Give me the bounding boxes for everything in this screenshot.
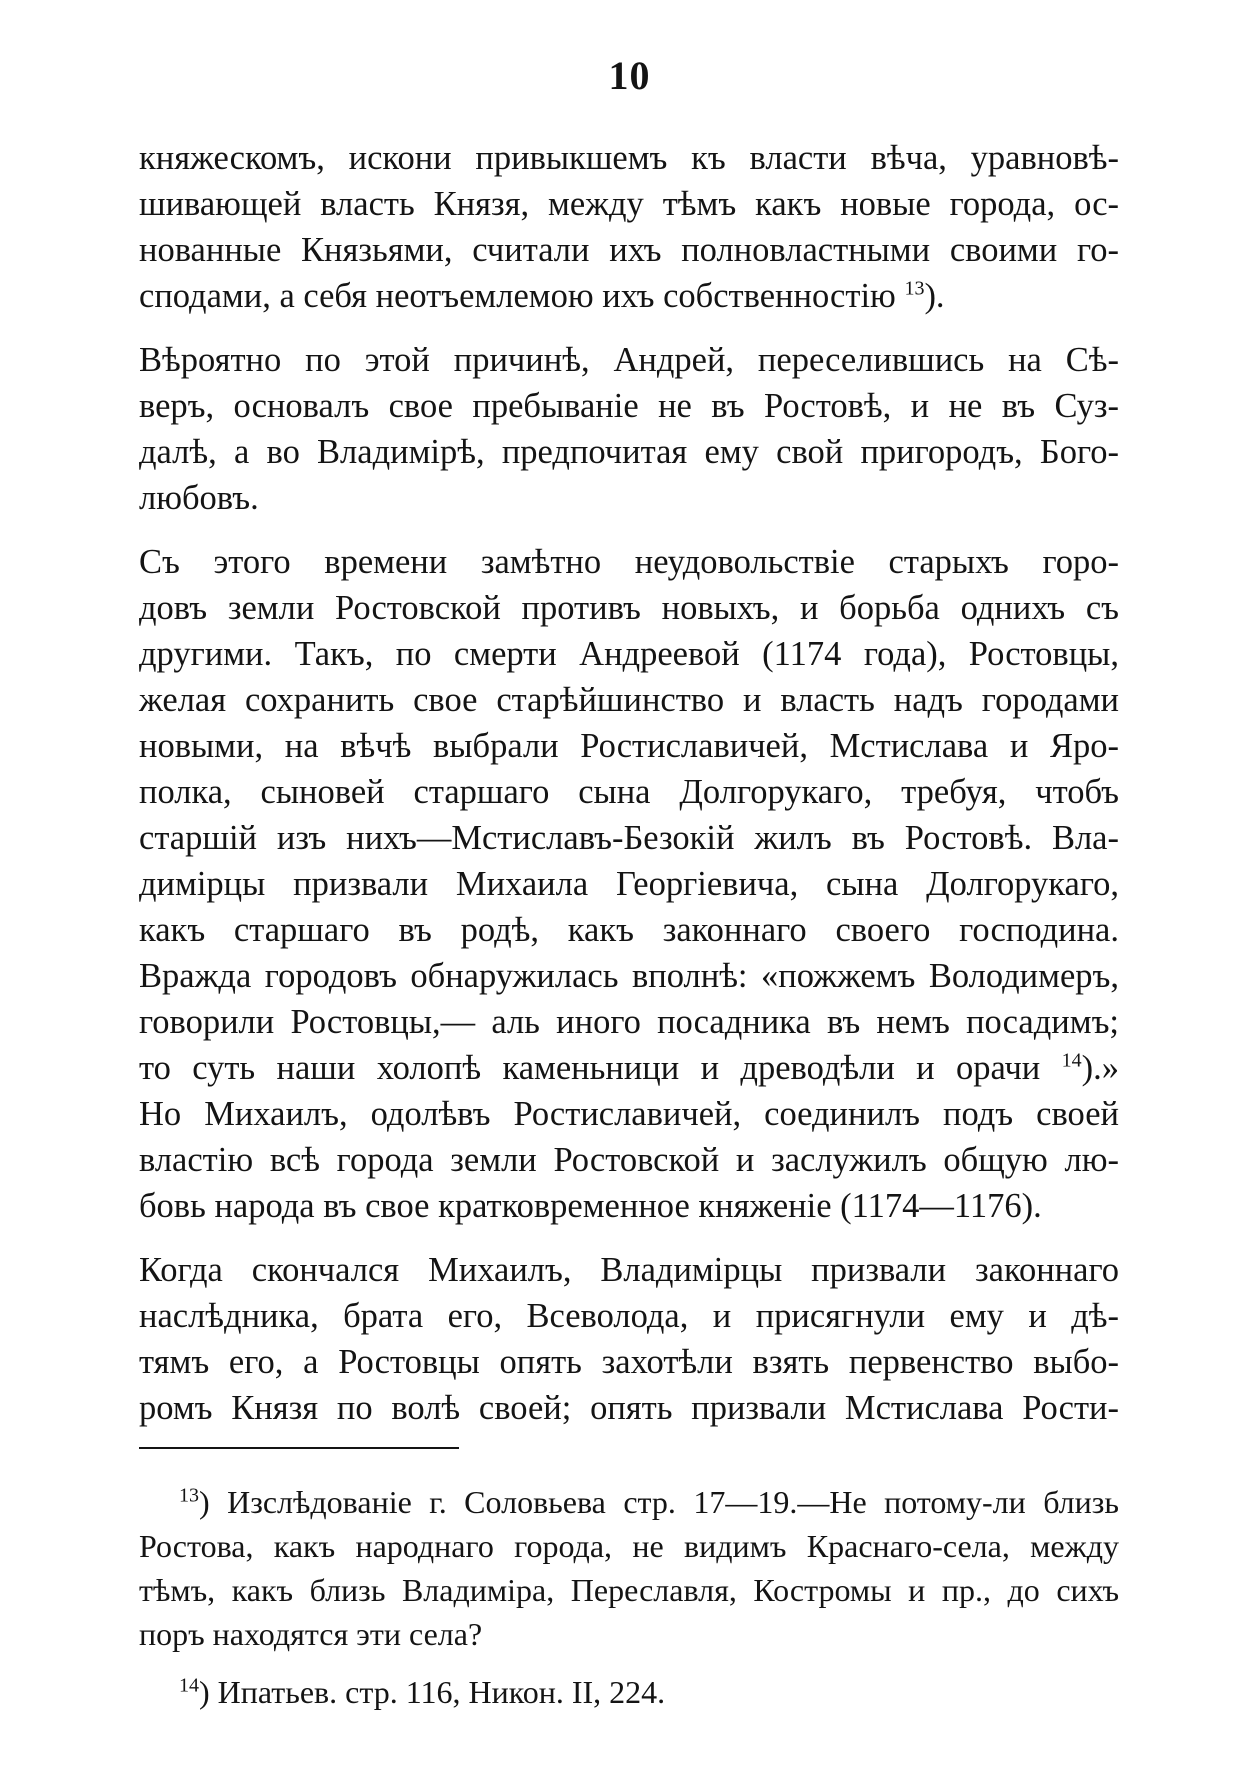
page-number: 10 (608, 53, 651, 98)
paragraph-2 (139, 337, 1119, 521)
text-line: веръ, основалъ свое пребываніе не въ Ростовѣ, и не въ Суз- (139, 387, 1119, 425)
text-segment: ) Ипатьев. стр. 116, Никон. II, 224. (199, 1674, 666, 1710)
text-line: новыми, на вѣчѣ выбрали Ростиславичей, Мстислава и Яро- (139, 727, 1119, 765)
text-line: нованные Князьями, считали ихъ полновластными своими го- (139, 231, 1119, 269)
footnote-ref-14[interactable]: 14 (1061, 1049, 1082, 1072)
text-line: какъ старшаго въ родѣ, какъ законнаго своего господина. (139, 911, 1119, 949)
text-line: властію всѣ города земли Ростовской и заслужилъ общую лю- (139, 1141, 1119, 1179)
paragraph-1 (139, 135, 1119, 319)
text-line: княжескомъ, искони привыкшемъ къ власти вѣча, уравновѣ- (139, 139, 1119, 177)
text-line: довъ земли Ростовской противъ новыхъ, и борьба однихъ съ (139, 589, 1119, 627)
text-line: Съ этого времени замѣтно неудовольствіе старыхъ горо- (139, 543, 1119, 581)
text-segment: ).» (1081, 1049, 1120, 1087)
text-line: Вражда городовъ обнаружилась вполнѣ: «пожжемъ Володимеръ, (139, 957, 1119, 995)
text-line (139, 1670, 1119, 1714)
text-line: старшій изъ нихъ—Мстиславъ-Безокій жилъ въ Ростовѣ. Вла- (139, 819, 1119, 857)
footnotes (139, 1480, 1119, 1728)
text-line: Когда скончался Михаилъ, Владимірцы призвали законнаго (139, 1251, 1119, 1289)
footnote-14 (139, 1670, 1119, 1714)
text-line: желая сохранить свое старѣйшинство и власть надъ городами (139, 681, 1119, 719)
text-line: Вѣроятно по этой причинѣ, Андрей, переселившись на Сѣ- (139, 341, 1119, 379)
text-line: далѣ, а во Владимірѣ, предпочитая ему свой пригородъ, Бого- (139, 433, 1119, 471)
footnote-divider (139, 1447, 459, 1449)
text-line: Но Михаилъ, одолѣвъ Ростиславичей, соединилъ подъ своей (139, 1095, 1119, 1133)
text-line: тѣмъ, какъ близь Владиміра, Переславля, Костромы и пр., до сихъ (139, 1572, 1119, 1608)
text-segment: сподами, а себя неотъемлемою ихъ собственностію (139, 277, 896, 315)
text-line: полка, сыновей старшаго сына Долгорукаго, требуя, чтобъ (139, 773, 1119, 811)
text-line (139, 1045, 1119, 1091)
text-segment: ) Изслѣдованіе г. Соловьева стр. 17—19.—Не потому-ли близь (199, 1484, 1119, 1520)
text-line: любовъ. (139, 479, 259, 517)
text-line (139, 1480, 1119, 1524)
text-line: шивающей власть Князя, между тѣмъ какъ новые города, ос- (139, 185, 1119, 223)
text-line: другими. Такъ, по смерти Андреевой (1174 года), Ростовцы, (139, 635, 1119, 673)
text-line: димірцы призвали Михаила Георгіевича, сына Долгорукаго, (139, 865, 1119, 903)
text-segment: то суть наши холопѣ каменьници и древодѣли и орачи (139, 1049, 1041, 1087)
body-text (139, 135, 1119, 1449)
paragraph-4 (139, 1247, 1119, 1431)
footnote-marker: 13 (179, 1484, 199, 1507)
footnote-ref-13[interactable]: 13 (904, 277, 925, 300)
text-line (139, 273, 1119, 319)
text-line: тямъ его, а Ростовцы опять захотѣли взять первенство выбо- (139, 1343, 1119, 1381)
text-line: говорили Ростовцы,— аль иного посадника въ немъ посадимъ; (139, 1003, 1119, 1041)
paragraph-3 (139, 539, 1119, 1229)
text-line: Ростова, какъ народнаго города, не видимъ Краснаго-села, между (139, 1528, 1119, 1564)
text-line: ромъ Князя по волѣ своей; опять призвали Мстислава Рости- (139, 1389, 1119, 1427)
text-line: бовь народа въ свое кратковременное княженіе (1174—1176). (139, 1187, 1042, 1225)
footnote-13 (139, 1480, 1119, 1656)
text-line: поръ находятся эти села? (139, 1616, 483, 1652)
text-line: наслѣдника, брата его, Всеволода, и присягнули ему и дѣ- (139, 1297, 1119, 1335)
footnote-marker: 14 (179, 1674, 199, 1697)
text-segment: ). (924, 277, 945, 315)
